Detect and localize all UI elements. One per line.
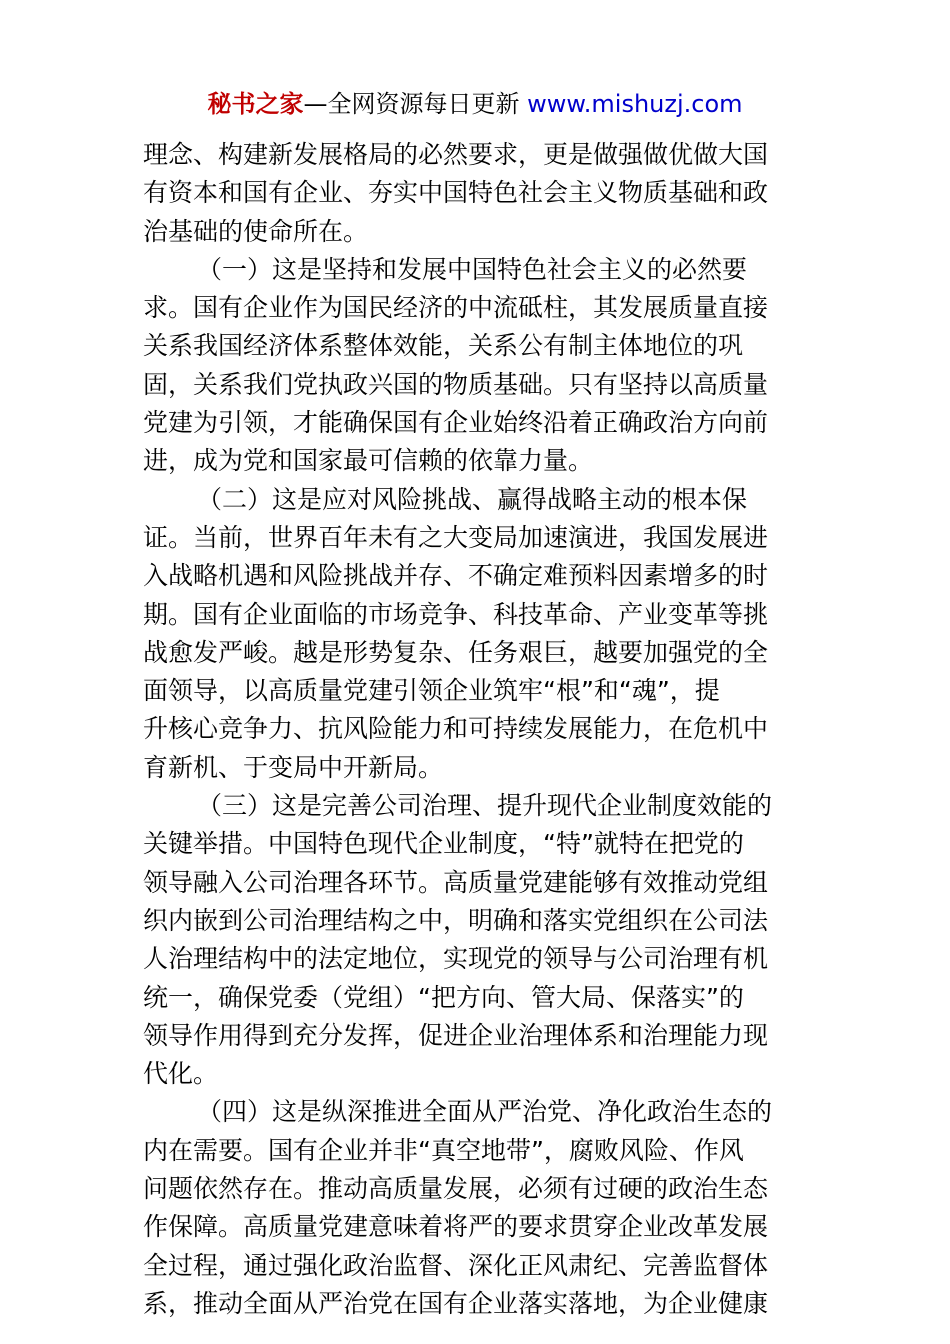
text-line: 证。当前，世界百年未有之大变局加速演进，我国发展进 (143, 522, 769, 552)
text-line: 问题依然存在。推动高质量发展，必须有过硬的政治生态 (143, 1174, 769, 1204)
text-line: 统一，确保党委（党组）“把方向、管大局、保落实”的 (143, 982, 744, 1012)
brand-name: 秘书之家 (207, 90, 304, 118)
text-line: 理念、构建新发展格局的必然要求，更是做强做优做大国 (143, 140, 769, 169)
text-line: 内在需要。国有企业并非“真空地带”，腐败风险、作风 (143, 1135, 744, 1165)
text-line: 治基础的使命所在。 (143, 216, 369, 246)
page-header (0, 86, 950, 122)
text-line: 有资本和国有企业、夯实中国特色社会主义物质基础和政 (143, 178, 769, 208)
text-line: （二）这是应对风险挑战、赢得战略主动的根本保 (197, 484, 748, 514)
text-line: 战愈发严峻。越是形势复杂、任务艰巨，越要加强党的全 (143, 637, 769, 667)
text-line: 升核心竞争力、抗风险能力和可持续发展能力，在危机中 (143, 714, 769, 744)
text-line: 领导融入公司治理各环节。高质量党建能够有效推动党组 (143, 867, 769, 897)
text-line: 织内嵌到公司治理结构之中，明确和落实党组织在公司法 (143, 905, 769, 935)
text-line: 面领导，以高质量党建引领企业筑牢“根”和“魂”，提 (143, 676, 720, 706)
text-line: 进，成为党和国家最可信赖的依靠力量。 (143, 446, 594, 476)
text-line: 入战略机遇和风险挑战并存、不确定难预料因素增多的时 (143, 561, 769, 591)
site-url-link[interactable]: www.mishuzj.com (527, 90, 743, 118)
text-line: 关键举措。中国特色现代企业制度，“特”就特在把党的 (143, 829, 744, 859)
text-line: （四）这是纵深推进全面从严治党、净化政治生态的 (197, 1097, 773, 1127)
text-line: 期。国有企业面临的市场竞争、科技革命、产业变革等挑 (143, 599, 769, 629)
text-line: 代化。 (143, 1059, 219, 1089)
document-body (143, 136, 823, 1323)
text-line: 系，推动全面从严治党在国有企业落实落地，为企业健康 (143, 1288, 769, 1318)
text-line: 固，关系我们党执政兴国的物质基础。只有坚持以高质量 (143, 369, 769, 399)
text-line: 人治理结构中的法定地位，实现党的领导与公司治理有机 (143, 944, 769, 974)
text-line: （三）这是完善公司治理、提升现代企业制度效能的 (197, 791, 773, 821)
text-line: 作保障。高质量党建意味着将严的要求贯穿企业改革发展 (143, 1212, 769, 1242)
text-line: 全过程，通过强化政治监督、深化正风肃纪、完善监督体 (143, 1250, 769, 1280)
text-line: 求。国有企业作为国民经济的中流砥柱，其发展质量直接 (143, 293, 769, 323)
text-line: 领导作用得到充分发挥，促进企业治理体系和治理能力现 (143, 1020, 769, 1050)
text-line: （一）这是坚持和发展中国特色社会主义的必然要 (197, 254, 748, 284)
text-line: 育新机、于变局中开新局。 (143, 752, 444, 782)
text-line: 关系我国经济体系整体效能，关系公有制主体地位的巩 (143, 331, 744, 361)
text-line: 党建为引领，才能确保国有企业始终沿着正确政治方向前 (143, 408, 769, 438)
header-tagline: —全网资源每日更新 (303, 90, 520, 118)
